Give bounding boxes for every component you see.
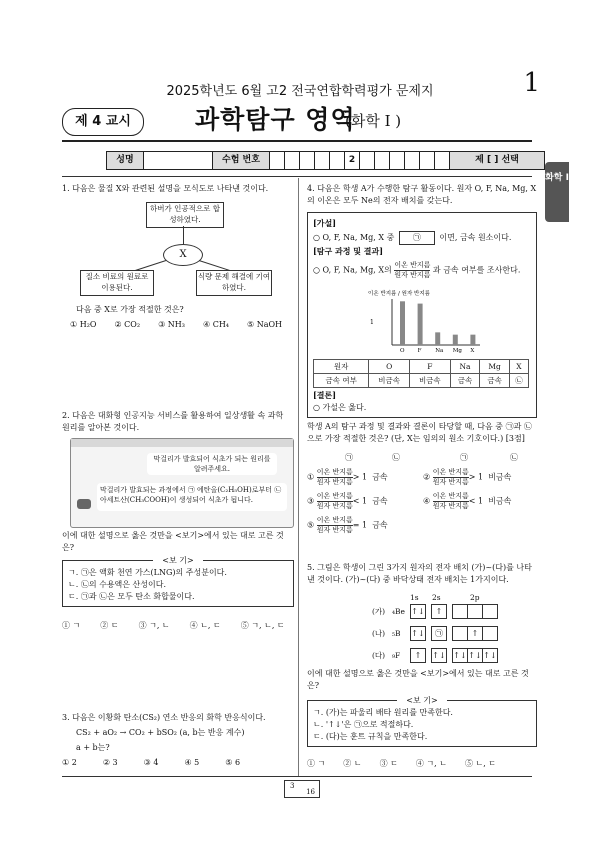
period-badge: 제 4 교시 (62, 108, 144, 136)
y-axis-label: 이온 반지름 / 원자 반지름 (368, 291, 430, 297)
orbital-box: ㉠ (431, 626, 447, 641)
q3-equation: CS₂ + aO₂ → CO₂ + bSO₂ (a, b는 반응 계수) (76, 728, 245, 737)
subject-title: 과학탐구 영역 (195, 105, 356, 134)
q4-table-head: 원자 O F Na Mg X (314, 360, 529, 374)
q1-choice-2[interactable]: ② CO₂ (114, 320, 141, 329)
q3-choice-4[interactable]: ④ 5 (184, 758, 200, 767)
orbital-box (452, 604, 468, 619)
bar-X (470, 335, 475, 345)
q4-answer-2[interactable]: ② $\frac{\text{이온 반지름}}{\text{원자 반지름}}> 1$ 비금속 (423, 468, 512, 486)
q1-choice-3[interactable]: ③ NH₃ (158, 320, 185, 329)
orbital-box: ↑↓ (467, 648, 483, 663)
q1-choice-4[interactable]: ④ CH₄ (202, 320, 230, 329)
q4-col-a-2: ㉠ (460, 453, 468, 462)
q5-choices (307, 758, 496, 769)
q1-choice-5[interactable]: ⑤ NaOH (247, 320, 283, 329)
q4-hyp-title: [가설] (313, 218, 337, 228)
q5-head-2p: 2p (470, 593, 480, 602)
exam-digit: 2 (345, 152, 360, 169)
q2-choice-4[interactable]: ④ ㄴ, ㄷ (189, 621, 221, 630)
q1-stem: 1. 다음은 물질 X와 관련된 설명을 모식도로 나타낸 것이다. (62, 184, 269, 193)
footer-page: 3 (290, 782, 295, 790)
q1-choice-1[interactable]: ① H₂O (70, 320, 97, 329)
exam-title: 2025학년도 6월 고2 전국연합학력평가 문제지 (166, 84, 434, 99)
select-label: 제 [ ] 선택 (450, 152, 544, 169)
q5-choice-2[interactable]: ② ㄴ (343, 759, 362, 768)
x-tick-label: Mg (452, 348, 462, 353)
q5-boki-2: ㄴ. '↑↓'은 ㉠으로 적절하다. (313, 720, 414, 729)
q4-proc-end: 과 금속 여부를 조사한다. (432, 265, 521, 275)
q3-choice-5[interactable]: ⑤ 6 (225, 758, 241, 767)
q5-row-2: (나) ₅B ↑↓ ㉠ ↑ (372, 626, 497, 641)
bar-O (400, 301, 405, 345)
q5-boki-3: ㄷ. (다)는 훈트 규칙을 만족한다. (313, 732, 428, 741)
q4-proc-title: [탐구 과정 및 결과] (313, 246, 384, 256)
q4-col-a-1: ㉠ (345, 453, 353, 462)
q4-answer-3[interactable]: ③ $\frac{\text{이온 반지름}}{\text{원자 반지름}}< 1$ 금속 (307, 492, 388, 510)
q5-boki-1: ㄱ. (가)는 파울리 배타 원리를 만족한다. (313, 708, 453, 717)
name-field (144, 152, 213, 169)
bar-F (418, 304, 423, 345)
q5-choice-3[interactable]: ③ ㄷ (379, 759, 398, 768)
q2-boki-3: ㄷ. ㉠과 ㉡은 모두 탄소 화합물이다. (68, 592, 195, 601)
q2-boki-box (62, 556, 294, 607)
q5-choice-5[interactable]: ⑤ ㄴ, ㄷ (464, 759, 497, 768)
orbital-box: ↑↓ (482, 648, 498, 663)
orbital-box (482, 604, 498, 619)
q2-choice-1[interactable]: ① ㄱ (62, 621, 81, 630)
q4-proc-fraction: $\frac{\text{이온 반지름}}{\text{원자 반지름}}$ (394, 261, 431, 279)
q1-choices (70, 320, 282, 329)
orbital-box (467, 604, 483, 619)
q4-stem: 4. 다음은 학생 A가 수행한 탐구 활동이다. 원자 O, F, Na, Mg, X의 이온은 모두 Ne의 전자 배치를 갖는다. (307, 184, 537, 205)
q2-choice-3[interactable]: ③ ㄱ, ㄴ (138, 621, 170, 630)
q2-chat-ai: 막걸리가 발효되는 과정에서 ㉠ 에탄올(C₂H₅OH)로부터 ㉡ 아세트산(CH₃COOH)이 생성되어 식초가 됩니다. (97, 483, 287, 511)
footer-page-box (284, 780, 320, 798)
q1-question: 다음 중 X로 가장 적절한 것은? (76, 305, 184, 314)
orbital-box: ↑↓ (410, 604, 426, 619)
q4-proc: ○ O, F, Na, Mg, X의 (313, 265, 392, 275)
orbital-box (482, 626, 498, 641)
q2-chat-window (70, 438, 294, 528)
q4-hyp: ○ O, F, Na, Mg, X 중 (313, 233, 395, 242)
q4-answer-1[interactable]: ① $\frac{\text{이온 반지름}}{\text{원자 반지름}}> 1$ 금속 (307, 468, 388, 486)
q3-question: a + b는? (76, 743, 110, 752)
page-number: 1 (523, 68, 540, 98)
q4-box (307, 212, 537, 418)
orbital-box: ↑ (410, 648, 426, 663)
q5-choice-1[interactable]: ① ㄱ (307, 759, 326, 768)
x-tick-label: X (470, 348, 475, 353)
name-label: 성명 (107, 152, 144, 169)
footer-total: 16 (306, 788, 315, 796)
q2-boki-1: ㄱ. ㉠은 액화 천연 가스(LNG)의 주성분이다. (68, 568, 227, 577)
q5-choice-4[interactable]: ④ ㄱ, ㄴ (415, 759, 447, 768)
q3-stem: 3. 다음은 이황화 탄소(CS₂) 연소 반응의 화학 반응식이다. (62, 713, 266, 722)
q4-table-row: 금속 여부 비금속 비금속 금속 금속 ㉡ (314, 374, 529, 388)
q5-head-2s: 2s (432, 593, 441, 602)
orbital-box: ↑↓ (452, 648, 468, 663)
q4-col-b-1: ㉡ (392, 453, 400, 462)
q1-left-box: 질소 비료의 원료로 이용된다. (80, 270, 154, 296)
q5-stem: 5. 그림은 학생이 그린 3가지 원자의 전자 배치 (가)~(다)를 나타낸 것이다. (가)~(다) 중 바닥상태 전자 배치는 1가지이다. (307, 563, 532, 584)
q3-choice-3[interactable]: ③ 4 (143, 758, 159, 767)
q4-table (313, 359, 529, 388)
x-tick-label: O (400, 348, 405, 353)
q5-row-3: (다) ₉F ↑ ↑↓ ↑↓ ↑↓ ↑↓ (372, 648, 497, 663)
subject-subtitle: (화학 I ) (345, 112, 402, 130)
orbital-box: ↑ (467, 626, 483, 641)
q4-hyp-blank: ㉠ (399, 231, 435, 245)
q3-choice-2[interactable]: ② 3 (102, 758, 118, 767)
q5-boki-title: <보 기> (397, 695, 447, 707)
footer-rule (62, 776, 532, 777)
q2-choice-5[interactable]: ⑤ ㄱ, ㄴ, ㄷ (240, 621, 285, 630)
q2-stem: 2. 다음은 대화형 인공지능 서비스를 활용하여 일상생활 속 과학 원리를 알아본 것이다. (62, 411, 284, 432)
q4-concl: ○ 가설은 옳다. (313, 403, 367, 412)
orbital-box (452, 626, 468, 641)
column-divider (298, 178, 299, 776)
q2-question: 이에 대한 설명으로 옳은 것만을 <보기>에서 있는 대로 고른 것은? (62, 531, 284, 552)
q4-bar-chart (368, 289, 488, 353)
q2-boki-title: <보 기> (153, 555, 203, 567)
exam-no-label: 수험 번호 (213, 152, 270, 169)
x-tick-label: Na (435, 348, 444, 353)
header-rule (62, 140, 532, 142)
q1-right-box: 식량 문제 해결에 기여하였다. (196, 270, 272, 296)
q4-hyp-end: 이면, 금속 원소이다. (439, 233, 512, 242)
q5-row-1: (가) ₄Be ↑↓ ↑ (372, 604, 497, 619)
q2-choices (62, 620, 285, 631)
q4-col-b-2: ㉡ (510, 453, 518, 462)
q5-head-1s: 1s (410, 593, 419, 602)
q2-boki-2: ㄴ. ㉡의 수용액은 산성이다. (68, 580, 166, 589)
orbital-box: ↑↓ (410, 626, 426, 641)
orbital-box: ↑ (431, 604, 447, 619)
bar-Mg (453, 335, 458, 345)
q5-question: 이에 대한 설명으로 옳은 것만을 <보기>에서 있는 대로 고른 것은? (307, 669, 529, 690)
q1-top-box: 하버가 인공적으로 합성하였다. (146, 202, 224, 228)
x-tick-label: F (417, 348, 422, 353)
info-bar (106, 151, 545, 170)
q3-choice-1[interactable]: ① 2 (62, 758, 77, 767)
q4-question: 학생 A의 탐구 과정 및 결과와 결론이 타당할 때, 다음 중 ㉠과 ㉡으로 가장 적절한 것은? (단, X는 임의의 원소 기호이다.) [3점] (307, 422, 532, 443)
orbital-box: ↑↓ (431, 648, 447, 663)
q1-center-x: X (163, 244, 203, 266)
q4-concl-title: [결론] (313, 390, 337, 400)
q2-choice-2[interactable]: ② ㄷ (100, 621, 119, 630)
bar-Na (435, 332, 440, 345)
q4-answer-4[interactable]: ④ $\frac{\text{이온 반지름}}{\text{원자 반지름}}< 1$ 비금속 (423, 492, 512, 510)
q5-boki-box (307, 696, 537, 747)
q3-choices (62, 758, 240, 767)
q2-chat-user: 막걸리가 발효되어 식초가 되는 원리를 알려주세요. (147, 453, 277, 475)
q4-answer-5[interactable]: ⑤ $\frac{\text{이온 반지름}}{\text{원자 반지름}}= 1$ 금속 (307, 516, 388, 534)
y-tick-label: 1 (370, 319, 374, 326)
robot-icon (77, 499, 91, 509)
subject-side-tab: 화학 I (545, 162, 569, 222)
content-top-rule (62, 176, 532, 177)
